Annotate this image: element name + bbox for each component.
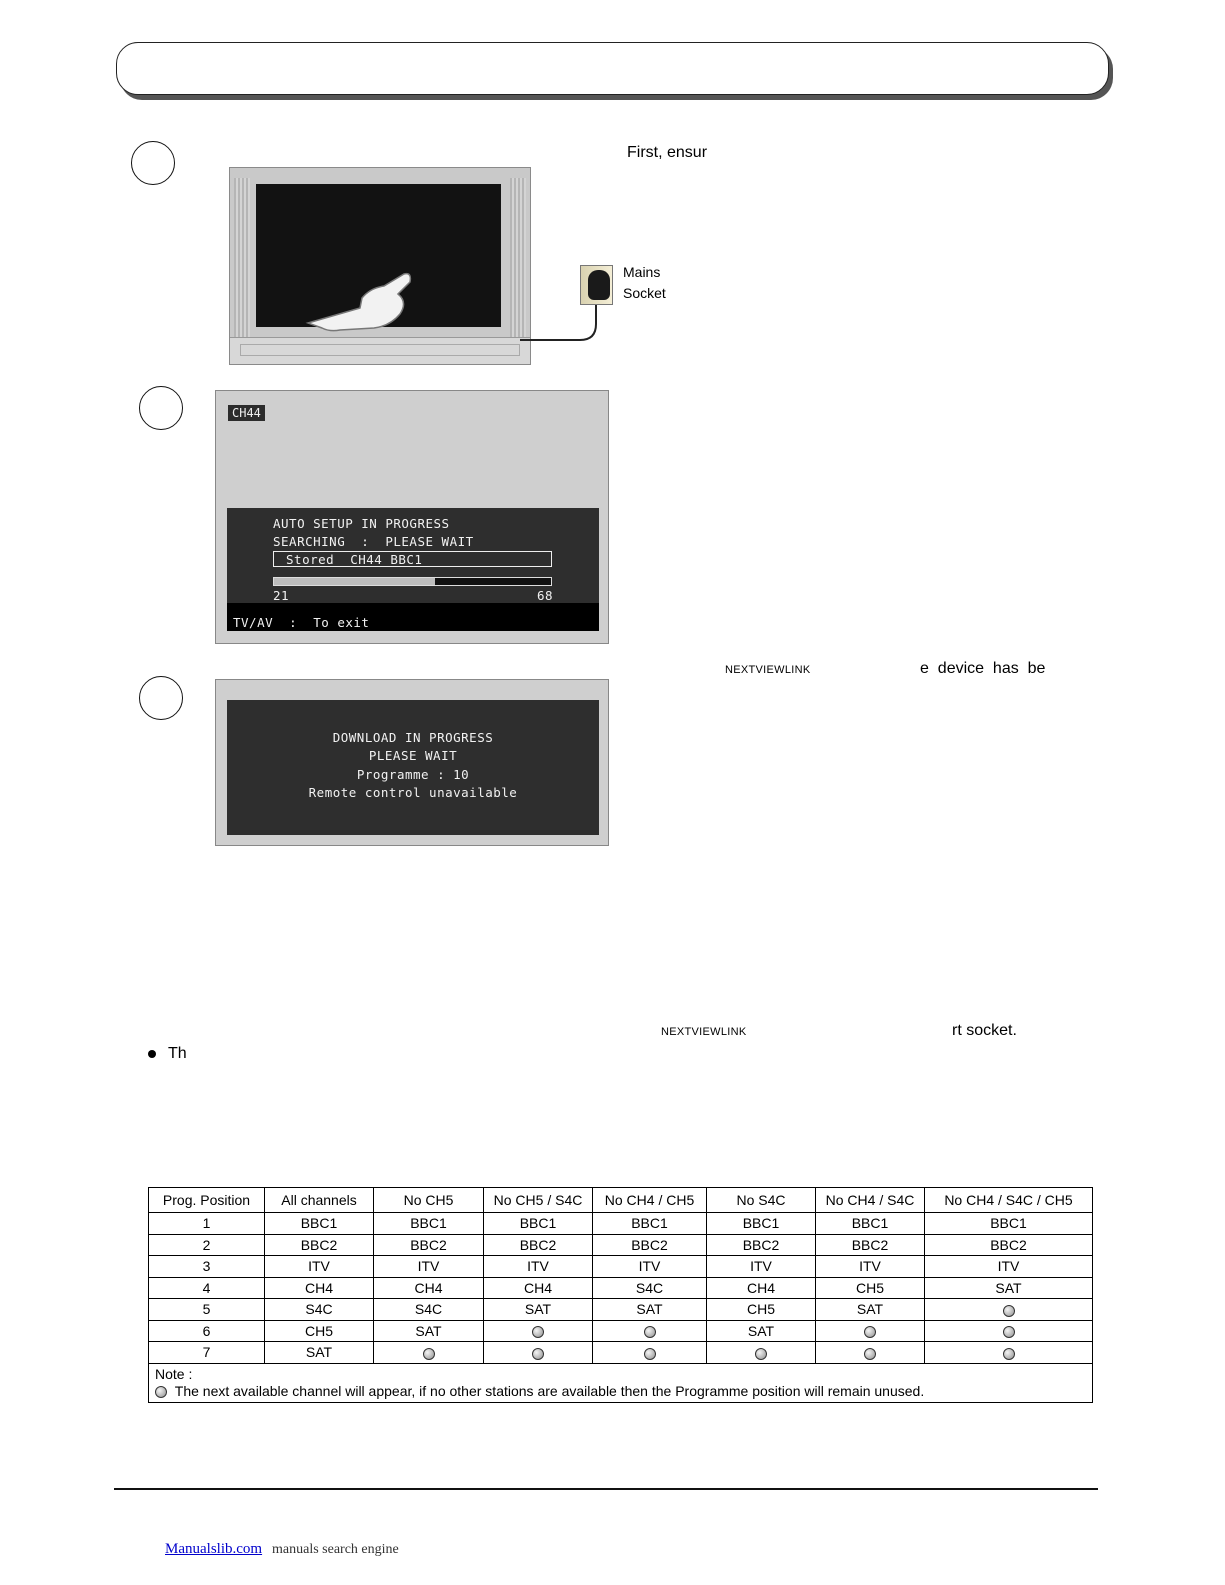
tv-illustration — [229, 167, 531, 365]
unused-position-icon — [155, 1386, 167, 1398]
table-cell: ITV — [593, 1256, 707, 1278]
table-header: No CH4 / CH5 — [593, 1188, 707, 1213]
auto-setup-screen — [215, 390, 609, 644]
table-row — [149, 1234, 1093, 1256]
power-cable-icon — [520, 300, 620, 345]
table-cell: ITV — [484, 1256, 593, 1278]
table-cell — [925, 1299, 1093, 1321]
table-row — [149, 1342, 1093, 1364]
download-line4: Remote control unavailable — [308, 785, 518, 800]
table-row — [149, 1213, 1093, 1235]
stored-line: Stored CH44 BBC1 — [278, 552, 423, 567]
table-row — [149, 1277, 1093, 1299]
table-cell: SAT — [374, 1320, 484, 1342]
table-header: No CH5 / S4C — [484, 1188, 593, 1213]
stored-box — [273, 551, 552, 567]
download-line1: DOWNLOAD IN PROGRESS — [332, 730, 494, 745]
table-cell: 7 — [149, 1342, 265, 1364]
exit-hint-bar — [227, 603, 599, 631]
unused-position-icon — [864, 1326, 876, 1338]
table-cell: 4 — [149, 1277, 265, 1299]
tv-base — [230, 337, 530, 364]
table-cell: BBC1 — [707, 1213, 816, 1235]
table-cell: SAT — [265, 1342, 374, 1364]
pointing-hand-icon — [300, 268, 420, 338]
table-cell: BBC2 — [484, 1234, 593, 1256]
table-cell: ITV — [707, 1256, 816, 1278]
channel-tag: CH44 — [228, 405, 265, 421]
table-cell: BBC1 — [925, 1213, 1093, 1235]
table-cell: BBC2 — [593, 1234, 707, 1256]
tv-speaker-left — [234, 178, 250, 338]
table-header: No CH5 — [374, 1188, 484, 1213]
table-cell: 6 — [149, 1320, 265, 1342]
table-cell: 3 — [149, 1256, 265, 1278]
table-cell: S4C — [265, 1299, 374, 1321]
table-cell — [374, 1342, 484, 1364]
table-cell: ITV — [925, 1256, 1093, 1278]
table-cell: CH5 — [707, 1299, 816, 1321]
table-cell: SAT — [707, 1320, 816, 1342]
table-header: No S4C — [707, 1188, 816, 1213]
table-cell: ITV — [374, 1256, 484, 1278]
table-cell: CH5 — [265, 1320, 374, 1342]
table-cell — [484, 1320, 593, 1342]
auto-setup-panel — [227, 508, 599, 603]
table-cell: SAT — [816, 1299, 925, 1321]
auto-setup-line1: AUTO SETUP IN PROGRESS — [273, 516, 450, 531]
table-cell: 5 — [149, 1299, 265, 1321]
step1-intro-text: First, ensur — [627, 144, 708, 161]
bullet-icon — [148, 1050, 156, 1058]
exit-hint: TV/AV : To exit — [233, 615, 370, 630]
step-3-circle — [139, 676, 183, 720]
unused-position-icon — [864, 1348, 876, 1360]
table-cell: CH4 — [265, 1277, 374, 1299]
table-cell: BBC1 — [593, 1213, 707, 1235]
table-header: Prog. Position — [149, 1188, 265, 1213]
table-note-row — [149, 1363, 1093, 1402]
table-cell: ITV — [265, 1256, 374, 1278]
table-cell: BBC1 — [265, 1213, 374, 1235]
table-header-row — [149, 1188, 1093, 1213]
table-cell: CH4 — [707, 1277, 816, 1299]
step-1-circle — [131, 141, 175, 185]
unused-position-icon — [532, 1326, 544, 1338]
step3-text: e device has be — [920, 660, 1046, 677]
table-row — [149, 1320, 1093, 1342]
tv-control-panel — [240, 344, 520, 356]
range-start: 21 — [273, 588, 290, 603]
table-cell: BBC2 — [707, 1234, 816, 1256]
table-cell: ITV — [816, 1256, 925, 1278]
table-body — [149, 1213, 1093, 1364]
search-progress-fill — [274, 578, 435, 585]
table-cell: 1 — [149, 1213, 265, 1235]
header-banner — [116, 42, 1109, 95]
manualslib-link[interactable]: Manualslib.com — [165, 1541, 263, 1557]
unused-position-icon — [1003, 1348, 1015, 1360]
mains-label-line2: Socket — [623, 285, 666, 301]
note-text: The next available channel will appear, if no other stations are available then the Programme position will remain unused. — [174, 1382, 925, 1399]
nextviewlink-label-1: NEXTVIEWLINK — [725, 664, 811, 676]
table-cell: CH4 — [484, 1277, 593, 1299]
table-cell: S4C — [593, 1277, 707, 1299]
table-header: All channels — [265, 1188, 374, 1213]
mains-label-line1: Mains — [623, 264, 661, 280]
unused-position-icon — [644, 1348, 656, 1360]
search-progress-bar — [273, 577, 552, 586]
note-label: Note : — [155, 1365, 193, 1382]
table-header: No CH4 / S4C / CH5 — [925, 1188, 1093, 1213]
table-cell — [593, 1342, 707, 1364]
channel-allocation-table — [148, 1187, 1093, 1403]
table-cell: BBC1 — [484, 1213, 593, 1235]
table-cell: BBC2 — [816, 1234, 925, 1256]
table-cell — [816, 1320, 925, 1342]
unused-position-icon — [1003, 1326, 1015, 1338]
download-screen — [215, 679, 609, 846]
unused-position-icon — [532, 1348, 544, 1360]
table-cell: BBC2 — [265, 1234, 374, 1256]
table-row — [149, 1299, 1093, 1321]
auto-setup-line2: SEARCHING : PLEASE WAIT — [273, 534, 474, 549]
unused-position-icon — [423, 1348, 435, 1360]
table-cell: BBC1 — [816, 1213, 925, 1235]
range-end: 68 — [537, 588, 554, 603]
table-cell — [925, 1342, 1093, 1364]
nextviewlink-label-2: NEXTVIEWLINK — [661, 1026, 747, 1038]
table-cell: S4C — [374, 1299, 484, 1321]
download-panel — [227, 700, 599, 835]
table-cell: SAT — [925, 1277, 1093, 1299]
table-cell: BBC2 — [925, 1234, 1093, 1256]
unused-position-icon — [755, 1348, 767, 1360]
footer-tagline: manuals search engine — [272, 1542, 399, 1557]
table-cell: BBC1 — [374, 1213, 484, 1235]
download-line2: PLEASE WAIT — [368, 748, 458, 763]
table-header: No CH4 / S4C — [816, 1188, 925, 1213]
table-cell — [925, 1320, 1093, 1342]
table-cell: BBC2 — [374, 1234, 484, 1256]
footer-rule — [114, 1488, 1098, 1490]
table-note — [149, 1363, 1093, 1402]
table-cell — [707, 1342, 816, 1364]
step-2-circle — [139, 386, 183, 430]
note-line — [155, 1383, 1086, 1400]
table-cell — [816, 1342, 925, 1364]
scart-socket-text: rt socket. — [952, 1022, 1017, 1039]
bullet-text: Th — [168, 1045, 187, 1062]
mains-plug-icon — [588, 270, 610, 300]
table-row — [149, 1256, 1093, 1278]
table-cell: CH5 — [816, 1277, 925, 1299]
unused-position-icon — [644, 1326, 656, 1338]
table-cell: 2 — [149, 1234, 265, 1256]
table-cell: CH4 — [374, 1277, 484, 1299]
table-cell: SAT — [593, 1299, 707, 1321]
table-cell: SAT — [484, 1299, 593, 1321]
table-cell — [593, 1320, 707, 1342]
download-line3: Programme : 10 — [356, 767, 470, 782]
table-cell — [484, 1342, 593, 1364]
unused-position-icon — [1003, 1305, 1015, 1317]
